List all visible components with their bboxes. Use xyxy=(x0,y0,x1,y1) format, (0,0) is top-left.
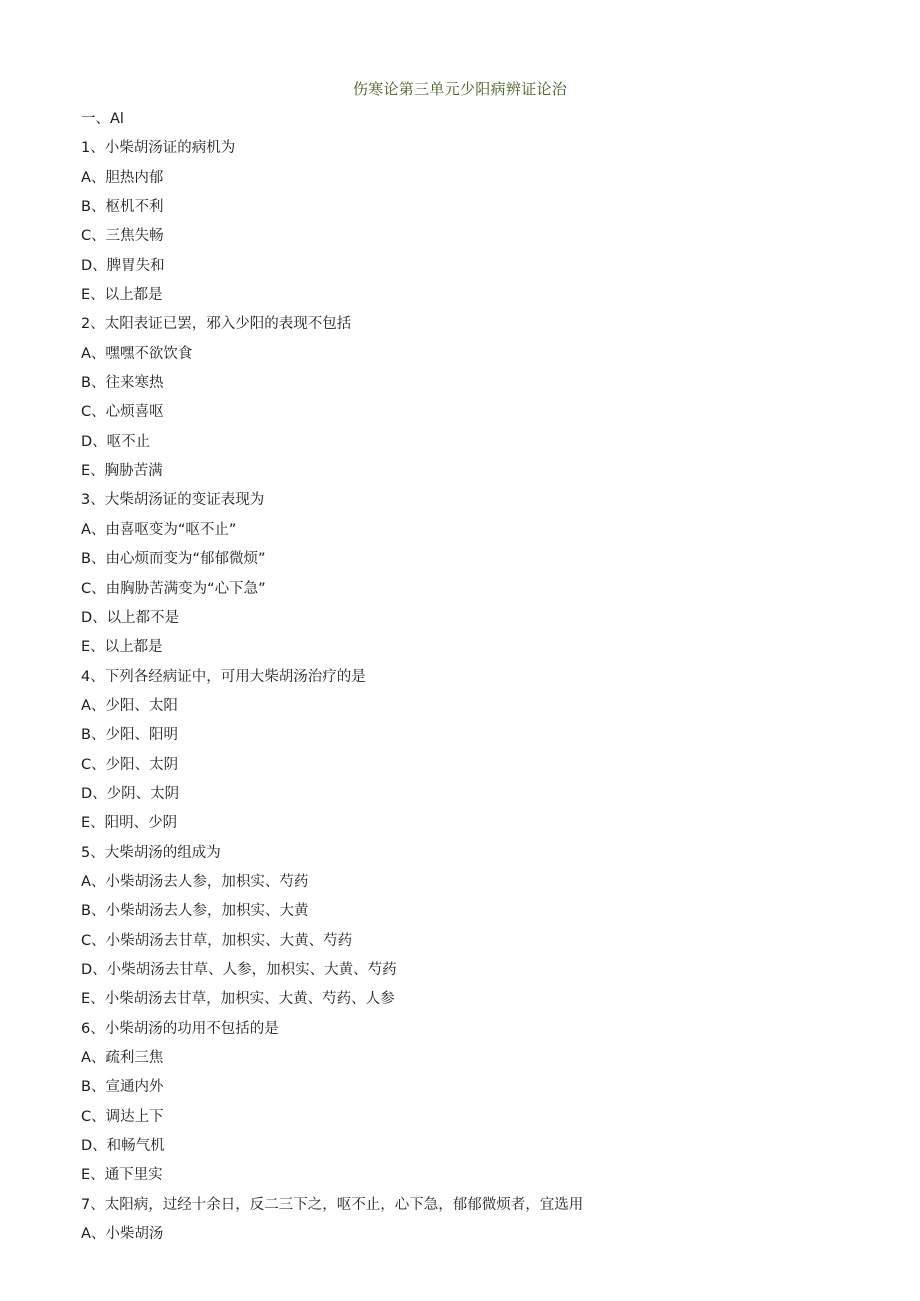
question-line: 5、大柴胡汤的组成为 xyxy=(81,844,221,861)
option-line: D、呕不止 xyxy=(81,433,151,450)
question-line: 4、下列各经病证中，可用大柴胡汤治疗的是 xyxy=(81,668,366,685)
document-title: 伤寒论第三单元少阳病辨证论治 xyxy=(352,80,568,98)
question-line: 6、小柴胡汤的功用不包括的是 xyxy=(81,1020,279,1037)
option-line: C、小柴胡汤去甘草，加枳实、大黄、芍药 xyxy=(81,932,353,949)
section-heading: 一、Al xyxy=(81,111,124,127)
option-line: D、脾胃失和 xyxy=(81,257,165,274)
option-line: C、调达上下 xyxy=(81,1108,164,1125)
option-line: E、通下里实 xyxy=(81,1167,163,1184)
option-line: C、心烦喜呕 xyxy=(81,404,164,421)
option-line: C、三焦失畅 xyxy=(81,228,164,245)
option-line: E、以上都是 xyxy=(81,287,163,304)
option-line: B、由心烦而变为“郁郁微烦” xyxy=(81,551,266,568)
option-line: C、少阳、太阴 xyxy=(81,756,179,773)
option-line: A、嘿嘿不欲饮食 xyxy=(81,345,193,362)
option-line: A、疏利三焦 xyxy=(81,1050,164,1066)
option-line: B、小柴胡汤去人参，加枳实、大黄 xyxy=(81,903,309,920)
question-line: 7、太阳病，过经十余日，反二三下之，呕不止，心下急，郁郁微烦者，宜选用 xyxy=(81,1196,584,1213)
option-line: B、往来寒热 xyxy=(81,375,164,392)
option-line: D、少阴、太阴 xyxy=(81,785,180,802)
question-list xyxy=(81,108,861,1252)
question-line: 3、大柴胡汤证的变证表现为 xyxy=(81,492,265,509)
option-line: E、胸胁苦满 xyxy=(81,463,163,480)
option-line: D、以上都不是 xyxy=(81,609,180,626)
option-line: B、宣通内外 xyxy=(81,1079,164,1096)
option-line: D、小柴胡汤去甘草、人参，加枳实、大黄、芍药 xyxy=(81,961,397,978)
option-line: A、小柴胡汤去人参，加枳实、芍药 xyxy=(81,873,309,890)
option-line: B、少阳、阳明 xyxy=(81,727,178,744)
option-line: E、阳明、少阴 xyxy=(81,815,178,832)
question-line: 1、小柴胡汤证的病机为 xyxy=(81,140,236,157)
option-line: A、少阳、太阳 xyxy=(81,697,178,714)
question-line: 2、太阳表证已罢，邪入少阳的表现不包括 xyxy=(81,316,352,333)
option-line: D、和畅气机 xyxy=(81,1138,165,1155)
option-line: A、由喜呕变为“呕不止” xyxy=(81,521,237,538)
option-line: C、由胸胁苦满变为“心下急” xyxy=(81,580,266,597)
option-line: E、以上都是 xyxy=(81,639,163,656)
option-line: A、小柴胡汤 xyxy=(81,1226,164,1243)
option-line: E、小柴胡汤去甘草，加枳实、大黄、芍药、人参 xyxy=(81,991,395,1008)
option-line: A、胆热内郁 xyxy=(81,169,164,186)
option-line: B、枢机不利 xyxy=(81,199,164,216)
